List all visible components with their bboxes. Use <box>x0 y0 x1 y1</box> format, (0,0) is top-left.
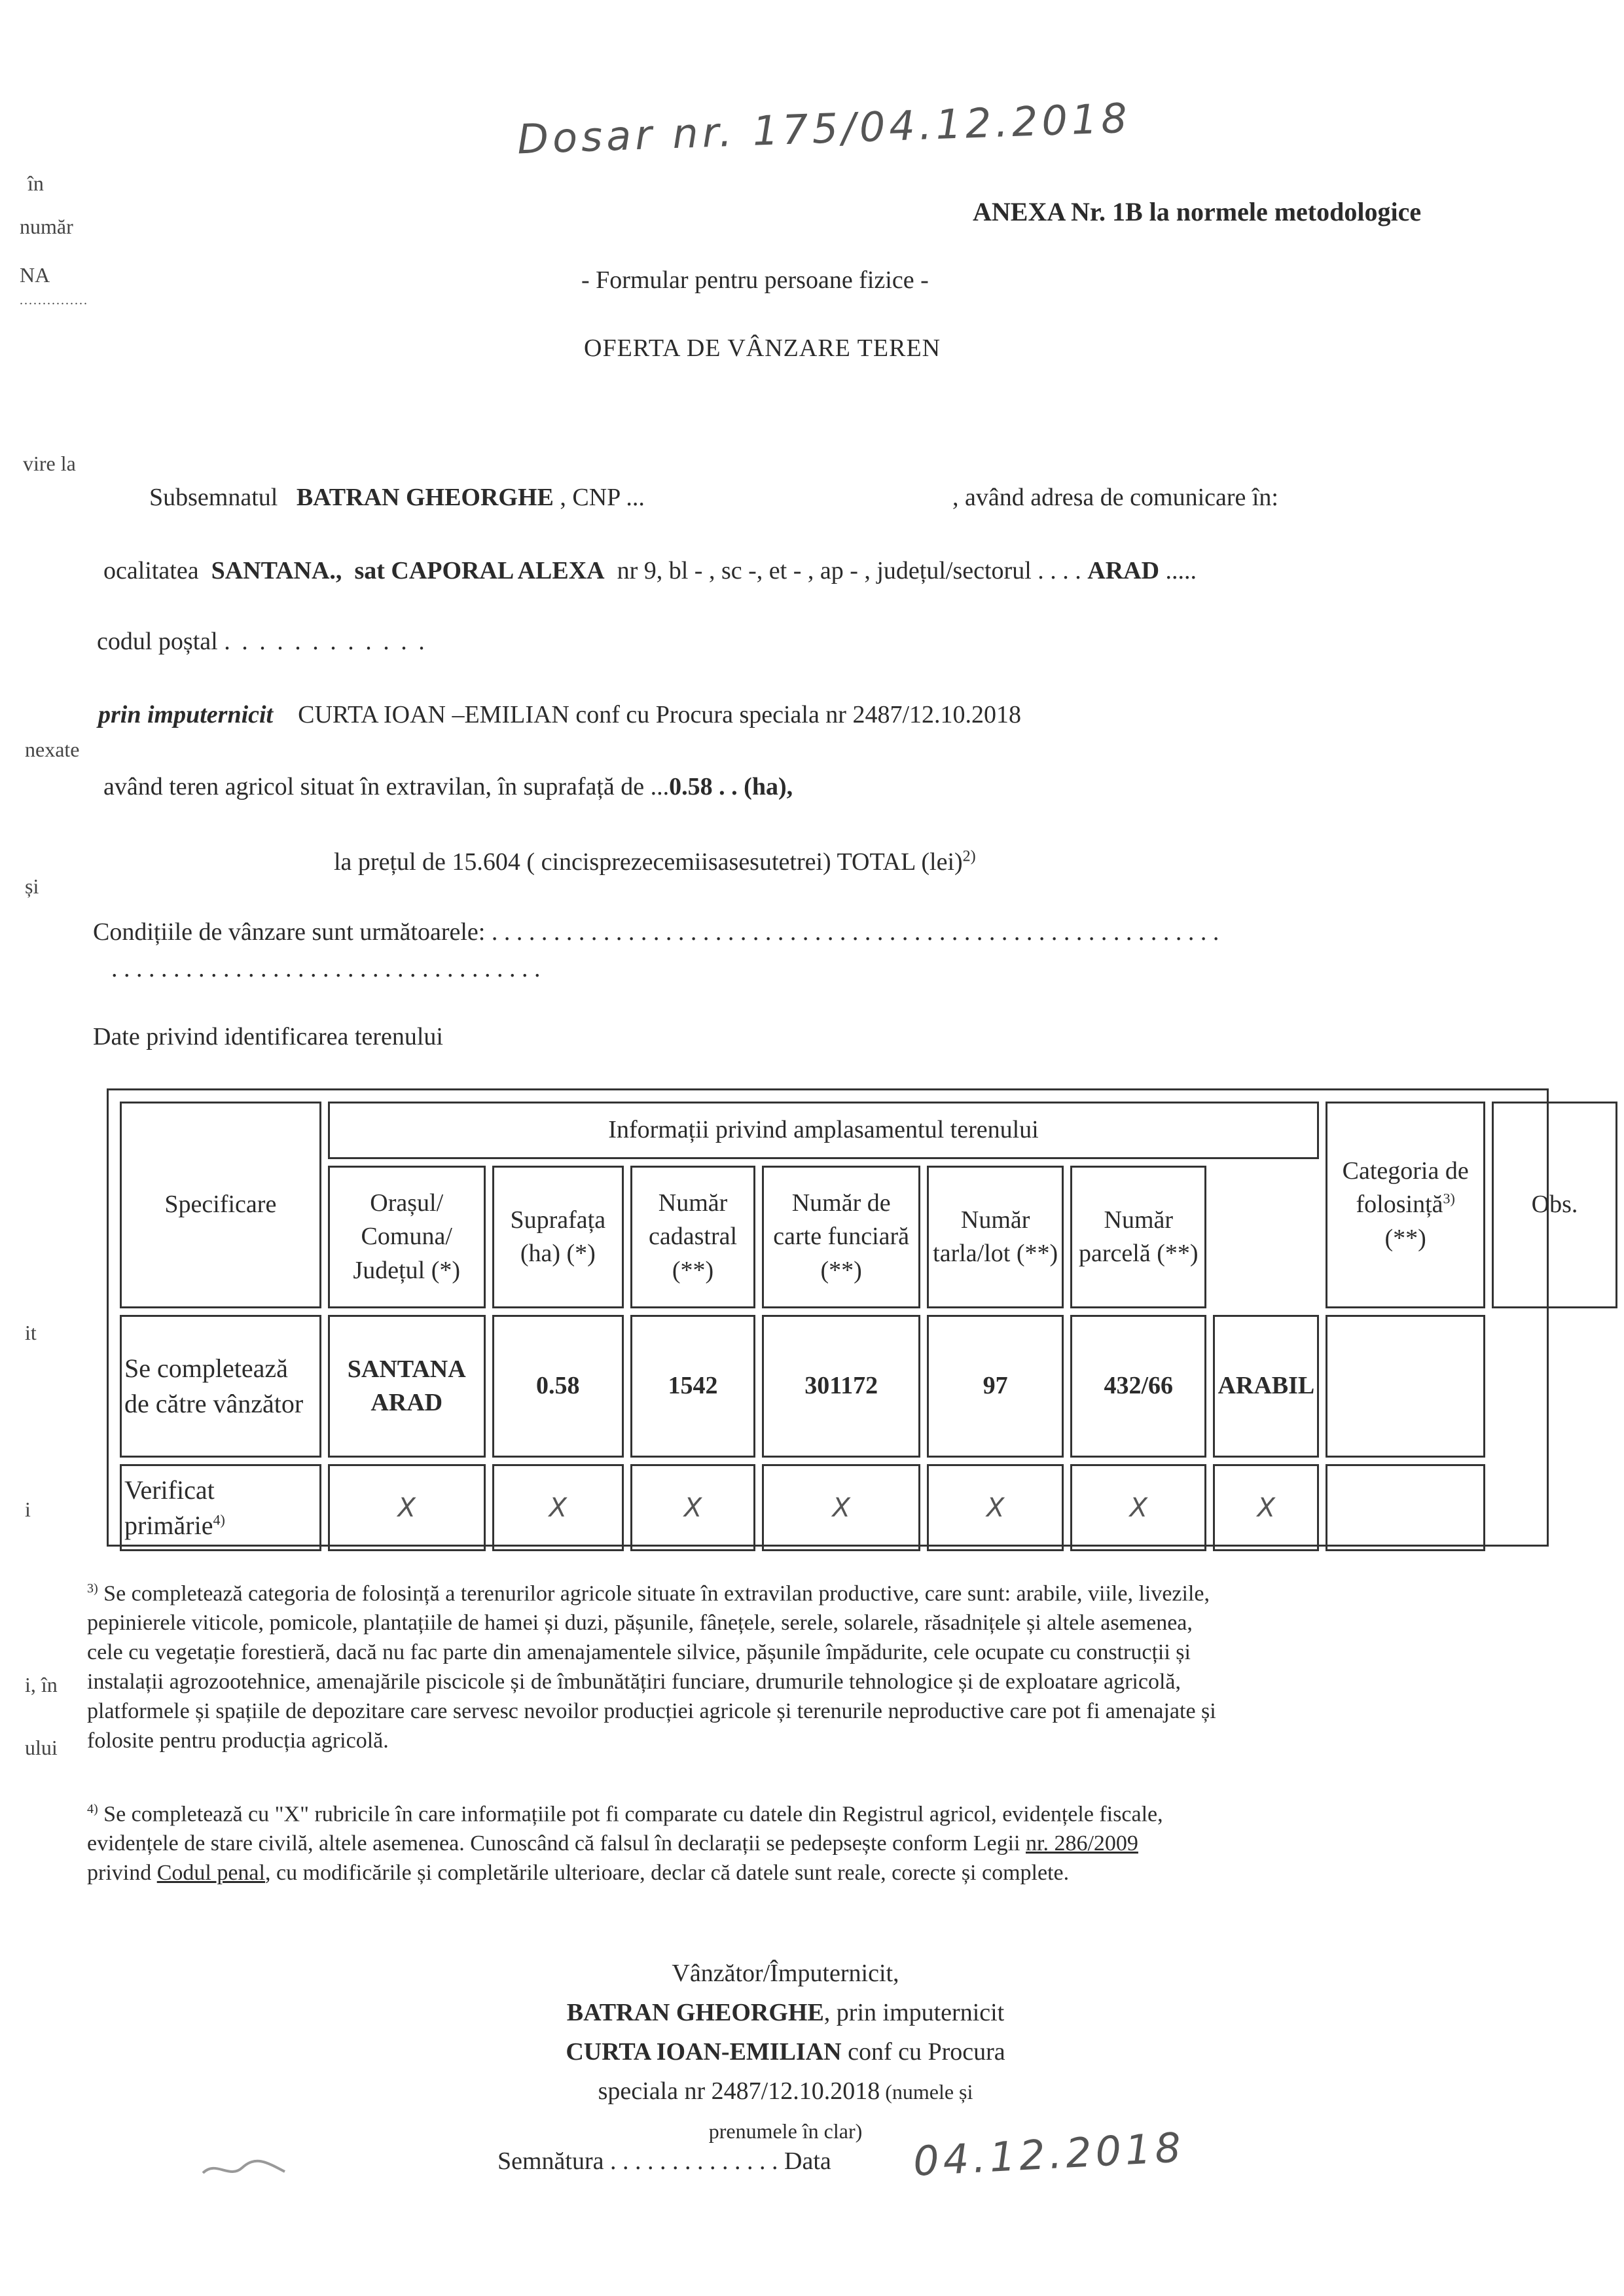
footnote-3-line: folosite pentru producția agricolă. <box>87 1729 389 1753</box>
cell-parcel: 432/66 <box>1070 1315 1206 1458</box>
verified-mark: X <box>927 1464 1064 1551</box>
cell-city <box>328 1315 486 1458</box>
margin-fragment: în <box>27 171 44 195</box>
conditions-label: Condițiile de vânzare sunt următoarele: <box>93 918 486 946</box>
county-trail: ..... <box>1165 557 1197 584</box>
header-cadastral: Număr cadastral (**) <box>630 1166 755 1308</box>
verified-mark: X <box>492 1464 624 1551</box>
handwritten-date: 04.12.2018 <box>912 2123 1186 2185</box>
proxy-text: CURTA IOAN –EMILIAN conf cu Procura speciala nr 2487/12.10.2018 <box>298 701 1022 728</box>
land-area: 0.58 . . (ha), <box>669 773 793 800</box>
signature-name-hint-2: prenumele în clar) <box>708 2119 863 2143</box>
footnote-4-line1: Se completează cu "X" rubricile în care informațiile pot fi comparate cu datele din Registrul agricol, evidențele fiscale, <box>103 1802 1163 1827</box>
verified-mark: X <box>1070 1464 1206 1551</box>
header-category-suffix: (**) <box>1384 1224 1426 1252</box>
signature-role: Vânzător/Împuternicit, <box>672 1960 899 1987</box>
locality-label: ocalitatea <box>103 557 199 584</box>
verified-mark: X <box>630 1464 755 1551</box>
signature-label: Semnătura <box>497 2147 604 2175</box>
margin-fragment: număr <box>20 215 73 238</box>
margin-fragment: ului <box>25 1736 58 1759</box>
price-text: la prețul de 15.604 ( cincisprezecemiisasesutetrei) TOTAL (lei) <box>334 848 963 876</box>
header-cf: Număr de carte funciară (**) <box>762 1166 920 1308</box>
seller-prefix: Subsemnatul <box>149 484 278 511</box>
form-title: OFERTA DE VÂNZARE TEREN <box>584 334 941 362</box>
verified-mark: X <box>328 1464 486 1551</box>
verified-mark: X <box>762 1464 920 1551</box>
row-verified-label <box>120 1464 321 1551</box>
header-category <box>1326 1102 1485 1308</box>
cnp-label: , CNP ... <box>560 484 645 511</box>
land-prefix: având teren agricol situat în extravilan, în suprafață de ... <box>103 773 670 800</box>
proxy-label: prin imputernicit <box>98 701 274 728</box>
signature-procura: speciala nr 2487/12.10.2018 <box>598 2077 880 2105</box>
footnote-4-line2: evidențele de stare civilă, altele asemenea. Cunoscând că falsul în declarații se pedepsește conform Legii <box>87 1831 1026 1856</box>
header-category-sup: 3) <box>1443 1190 1455 1207</box>
cell-cadastral: 1542 <box>630 1315 755 1458</box>
footnote-3-line: Se completează categoria de folosință a terenurilor agricole situate în extravilan productive, care sunt: arabile, viile, livezile, <box>103 1581 1210 1606</box>
postal-line <box>97 627 427 656</box>
footnote-3-ref: 3) <box>87 1581 98 1596</box>
seller-name: BATRAN GHEORGHE <box>296 484 554 511</box>
margin-fragment: NA <box>20 263 50 287</box>
header-tarla: Număr tarla/lot (**) <box>927 1166 1064 1308</box>
handwritten-case-number: Dosar nr. 175/04.12.2018 <box>516 94 1132 164</box>
cell-area: 0.58 <box>492 1315 624 1458</box>
footnote-3-line: pepinierele viticole, pomicole, plantațiile de hamei și duzi, pășunile, fânețele, serele, solarele, răsadnițele și altele asemenea, <box>87 1611 1193 1636</box>
county-value: ARAD <box>1087 557 1160 584</box>
margin-fragment: vire la <box>23 452 76 475</box>
header-city: Orașul/ Comuna/ Județul (*) <box>328 1166 486 1308</box>
signature-proxy-name: CURTA IOAN-EMILIAN <box>566 2038 842 2066</box>
footnote-3 <box>87 1574 1216 1755</box>
signature-scribble <box>200 2153 291 2186</box>
penal-code-link: Codul penal <box>156 1861 265 1886</box>
cell-cf: 301172 <box>762 1315 920 1458</box>
header-location-group: Informații privind amplasamentul terenului <box>328 1102 1320 1159</box>
margin-fragment: nexate <box>25 738 80 761</box>
conditions-dots: . . . . . . . . . . . . . . . . . . . . . . . . . . . . . . . . . . . . . . . . . . . . . . . . . . . . . . . . . . . <box>491 918 1219 946</box>
price-footnote-ref: 2) <box>962 848 976 865</box>
annex-title: ANEXA Nr. 1B la normele metodologice <box>973 197 1422 226</box>
header-obs: Obs. <box>1492 1102 1617 1308</box>
margin-fragment: i <box>25 1498 31 1521</box>
footnote-3-line: cele cu vegetație forestieră, dacă nu fac parte din amenajamentele silvice, pășunile împădurite, cele ocupate cu construcții și <box>87 1640 1191 1665</box>
header-specificare: Specificare <box>120 1102 321 1308</box>
signature-via: , prin imputernicit <box>823 1999 1005 2026</box>
footnote-4 <box>87 1795 1163 1888</box>
postal-dots: . . . . . . . . . . . . <box>224 628 427 655</box>
row-verified-text: Verificat primărie <box>124 1475 215 1540</box>
cell-county: ARAD <box>370 1389 443 1416</box>
signature-seller-name: BATRAN GHEORGHE <box>566 1999 824 2026</box>
land-line <box>103 772 793 801</box>
village-value: sat CAPORAL ALEXA <box>354 557 605 584</box>
row-verified-sup: 4) <box>213 1511 225 1528</box>
seller-line <box>149 483 645 512</box>
footnote-4-ref: 4) <box>87 1802 98 1816</box>
margin-fragment: it <box>25 1321 37 1344</box>
verified-mark: X <box>1213 1464 1319 1551</box>
conditions-line <box>93 918 1219 946</box>
proxy-line <box>98 700 1021 729</box>
signature-name-hint: (numele și <box>880 2080 973 2104</box>
address-label: , având adresa de comunicare în: <box>952 484 1278 511</box>
signature-line <box>497 2147 831 2176</box>
address-rest: nr 9, bl - , sc -, et - , ap - , județul/sectorul . . . . <box>617 557 1081 584</box>
cell-obs <box>1326 1315 1485 1458</box>
header-area: Suprafața (ha) (*) <box>492 1166 624 1308</box>
signature-proxy-rest: conf cu Procura <box>841 2038 1005 2066</box>
date-label: Data <box>784 2147 831 2175</box>
conditions-dots-2: . . . . . . . . . . . . . . . . . . . . . . . . . . . . . . . . . . . <box>111 955 541 982</box>
cell-category: ARABIL <box>1213 1315 1319 1458</box>
row-seller-label: Se completează de către vânzător <box>120 1315 321 1458</box>
signature-dots: . . . . . . . . . . . . . . <box>610 2147 778 2175</box>
locality-line <box>103 556 1197 585</box>
margin-fragment: i, în <box>25 1673 58 1696</box>
cell-tarla: 97 <box>927 1315 1064 1458</box>
law-reference-link: nr. 286/2009 <box>1026 1831 1138 1856</box>
cell-city-name: SANTANA <box>347 1355 466 1383</box>
price-line <box>334 848 976 876</box>
identification-table <box>113 1095 1624 1558</box>
postal-label: codul poștal <box>97 628 218 655</box>
locality-value: SANTANA., <box>211 557 342 584</box>
footnote-4-line3-a: privind <box>87 1861 157 1886</box>
margin-divider: ............... <box>20 293 88 308</box>
footnote-3-line: instalații agrozootehnice, amenajările piscicole și de îmbunătățiri funciare, drumurile tehnologice și de exploatare agricolă, <box>87 1670 1181 1695</box>
header-category-label: Categoria de folosință <box>1342 1157 1469 1219</box>
footnote-4-line3-b: , cu modificările și completările ulterioare, declar că datele sunt reale, corecte și complete. <box>264 1861 1070 1886</box>
identification-label: Date privind identificarea terenului <box>93 1023 443 1050</box>
signature-block <box>458 1954 1113 2151</box>
margin-fragment: și <box>25 874 39 898</box>
header-parcel: Număr parcelă (**) <box>1070 1166 1206 1308</box>
form-subtitle: - Formular pentru persoane fizice - <box>581 266 929 294</box>
footnote-3-line: platformele și spațiile de depozitare care servesc nevoilor producției agricole și terenurile neproductive care pot fi amenajate și <box>87 1699 1216 1724</box>
verified-obs <box>1326 1464 1485 1551</box>
